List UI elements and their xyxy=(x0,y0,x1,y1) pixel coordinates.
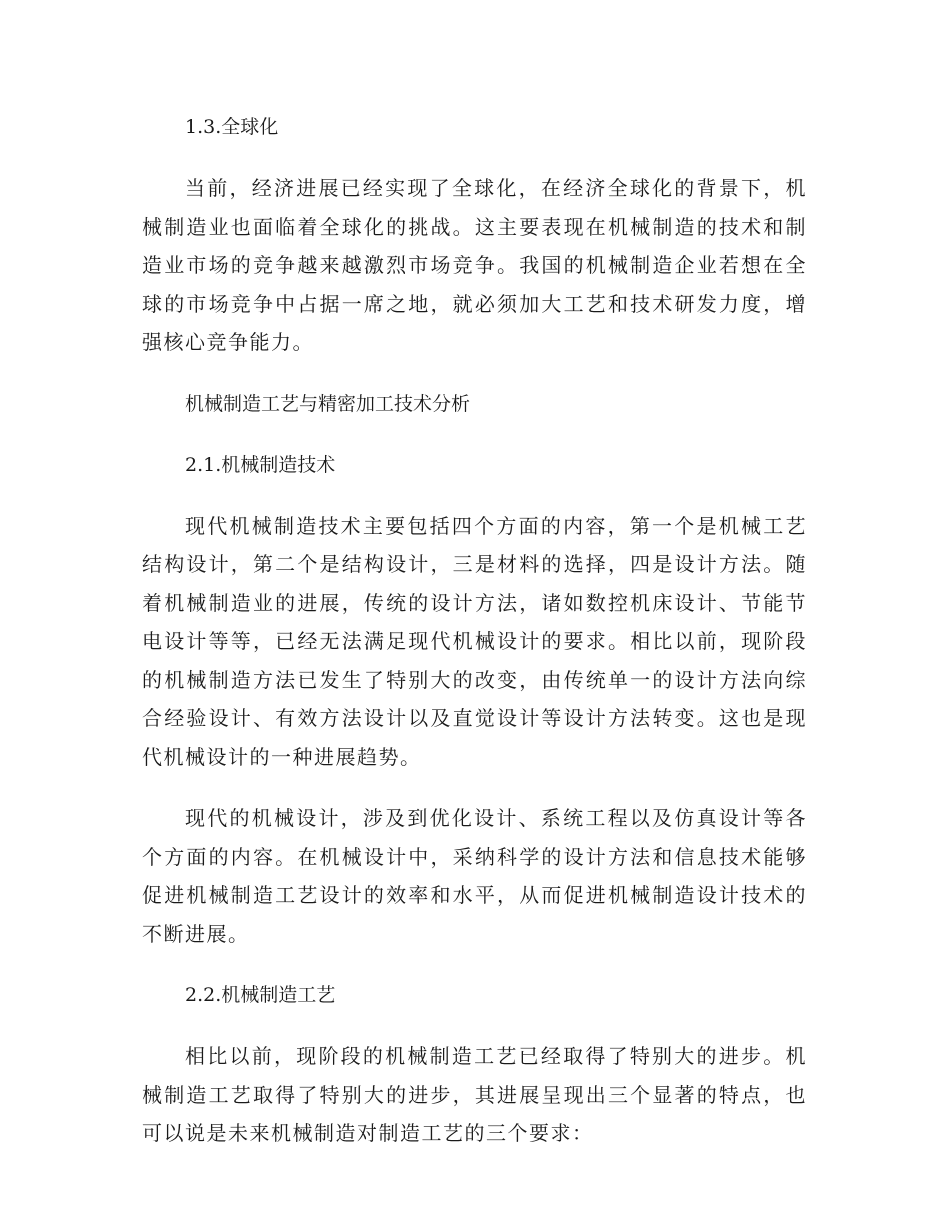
section-heading-globalization: 1.3.全球化 xyxy=(185,116,279,138)
section-heading-manufacturing-technology: 2.1.机械制造技术 xyxy=(185,453,336,476)
paragraph-globalization: 当前，经济进展已经实现了全球化，在经济全球化的背景下，机械制造业也面临着全球化的挑战。这主要表现在机械制造的技术和制造业市场的竞争越来越激烈市场竞争。我国的机械制造企业若想在全球的市场竞争中占据一席之地，就必须加大工艺和技术研发力度，增强核心竞争能力。 xyxy=(142,176,807,354)
paragraph-manufacturing-process: 相比以前，现阶段的机械制造工艺已经取得了特别大的进步。机械制造工艺取得了特别大的进步，其进展呈现出三个显著的特点，也可以说是未来机械制造对制造工艺的三个要求： xyxy=(142,1044,807,1145)
paragraph-modern-design: 现代的机械设计，涉及到优化设计、系统工程以及仿真设计等各个方面的内容。在机械设计中，采纳科学的设计方法和信息技术能够促进机械制造工艺设计的效率和水平，从而促进机械制造设计技术的不断进展。 xyxy=(142,806,807,946)
section-heading-manufacturing-process: 2.2.机械制造工艺 xyxy=(185,984,336,1006)
document-body xyxy=(142,108,807,1176)
paragraph-manufacturing-technology: 现代机械制造技术主要包括四个方面的内容，第一个是机械工艺结构设计，第二个是结构设计，三是材料的选择，四是设计方法。随着机械制造业的进展，传统的设计方法，诸如数控机床设计、节能节电设计等等，已经无法满足现代机械设计的要求。相比以前，现阶段的机械制造方法已发生了特别大的改变，由传统单一的设计方法向综合经验设计、有效方法设计以及直觉设计等设计方法转变。这也是现代机械设计的一种进展趋势。 xyxy=(142,513,807,769)
chapter-heading-analysis: 机械制造工艺与精密加工技术分析 xyxy=(185,392,471,415)
